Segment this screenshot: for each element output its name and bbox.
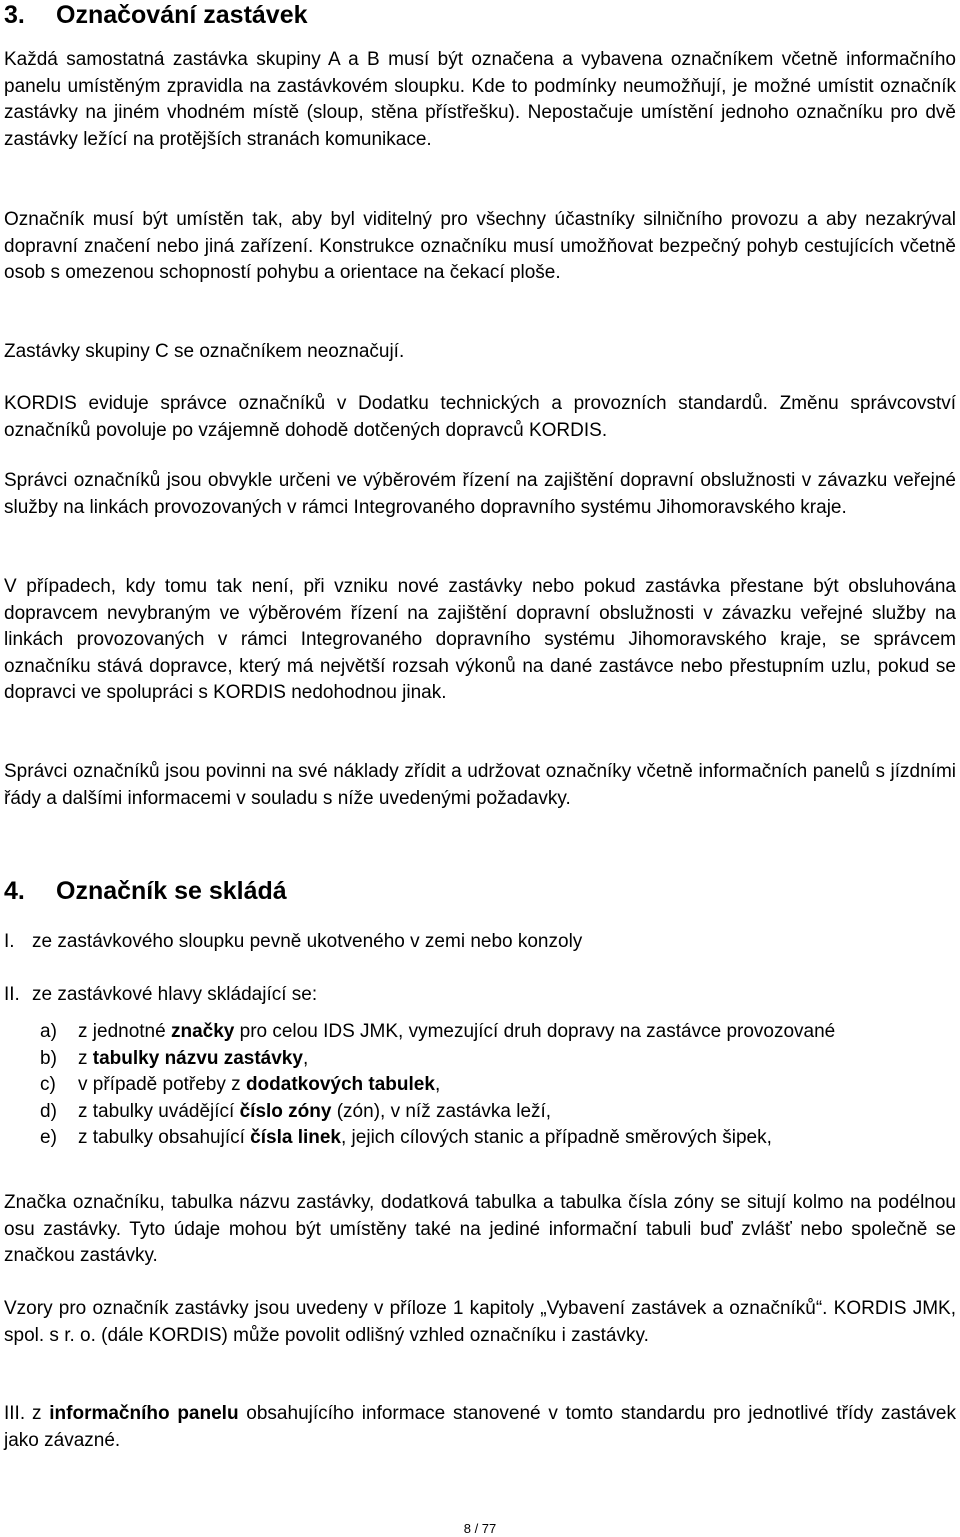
list-item-text: v případě potřeby z dodatkových tabulek, (78, 1074, 441, 1096)
list-item-text: z tabulky uvádějící číslo zóny (zón), v níž zastávka leží, (78, 1100, 552, 1122)
list-item-letter: c) (40, 1074, 56, 1096)
list-item-letter: e) (40, 1127, 57, 1149)
roman-item-3 (4, 1401, 956, 1454)
paragraph-vzory: Vzory pro označník zastávky jsou uvedeny v příloze 1 kapitoly „Vybavení zastávek a označníků“. KORDIS JMK, spol. s r. o. (dále KORDIS) může povolit odlišný vzhled označníku i zastávky. (4, 1298, 956, 1346)
paragraph-umisteni-oznacniku: Označník musí být umístěn tak, aby byl viditelný pro všechny účastníky silničního provozu a aby nezakrýval dopravní značení nebo jiná zařízení. Konstrukce označníku musí umožňovat bezpečný pohyb cestujících včetně osob s omezenou schopností pohybu a orientace na čekací ploše. (4, 209, 956, 284)
paragraph-kordis-eviduje: KORDIS eviduje správce označníků v Dodatku technických a provozních standardů. Změnu správcovství označníků povoluje po vzájemně dohodě dotčených dopravců KORDIS. (4, 393, 956, 441)
roman-item-1-text: ze zastávkového sloupku pevně ukotveného v zemi nebo konzoly (32, 931, 583, 952)
list-item (40, 1099, 956, 1126)
section-4-number: 4. (4, 877, 25, 905)
roman-item-2 (4, 982, 956, 1009)
paragraph-spravci-urceni: Správci označníků jsou obvykle určeni ve výběrovém řízení na zajištění dopravní obslužnosti v závazku veřejné služby na linkách provozovaných v rámci Integrovaného dopravního systému Jihomoravského kraje. (4, 470, 956, 518)
list-item (40, 1019, 956, 1046)
roman-numeral-1: I. (4, 931, 15, 952)
list-item-letter: b) (40, 1047, 57, 1069)
list-item (40, 1072, 956, 1099)
list-item (40, 1046, 956, 1073)
roman-item-3-post: obsahujícího informace stanovené v tomto standardu pro jednotlivé třídy zastávek jako závazné. (4, 1403, 956, 1451)
page-number: 8 / 77 (463, 1521, 497, 1536)
list-item-letter: a) (40, 1021, 57, 1042)
paragraph-skupina-c: Zastávky skupiny C se označníkem neoznačují. (4, 341, 405, 362)
roman-numeral-3: III. (4, 1403, 26, 1424)
list-item-text: z tabulky názvu zastávky, (78, 1047, 309, 1069)
list-item-letter: d) (40, 1100, 57, 1122)
section-3-title: Označování zastávek (56, 1, 308, 29)
paragraph-zastavka-oznaceni: Každá samostatná zastávka skupiny A a B musí být označena a vybavena označníkem včetně informačního panelu umístěným zpravidla na zastávkovém sloupku. Kde to podmínky neumožňují, je možné umístit označník zastávky na jiném vhodném místě (sloup, stěna přístřešku). Nepostačuje umístění jednoho označníku pro dvě zastávky ležící na protějších stranách komunikace. (4, 49, 956, 150)
paragraph-pripady: V případech, kdy tomu tak není, při vzniku nové zastávky nebo pokud zastávka přestane být obsluhována dopravcem nevybraným ve výběrovém řízení na zajištění dopravní obslužnosti v závazku veřejné služby na linkách provozovaných v rámci Integrovaného dopravního systému Jihomoravského kraje, se správcem označníku stává dopravce, který má největší rozsah výkonů na dané zastávce nebo přestupním uzlu, pokud se dopravci ve spolupráci s KORDIS nedohodnou jinak. (4, 576, 956, 704)
section-4-title: Označník se skládá (56, 877, 287, 905)
roman-numeral-2: II. (4, 984, 20, 1005)
section-3-heading (4, 0, 308, 30)
roman-item-2-text: ze zastávkové hlavy skládající se: (32, 984, 318, 1005)
list-item-text: z jednotné značky pro celou IDS JMK, vymezující druh dopravy na zastávce provozované (78, 1021, 836, 1042)
list-item (40, 1125, 956, 1152)
section-3-number: 3. (4, 1, 25, 29)
paragraph-znacka-oznacniku: Značka označníku, tabulka názvu zastávky, dodatková tabulka a tabulka čísla zóny se sitují kolmo na podélnou osu zastávky. Tyto údaje mohou být umístěny také na jediné informační tabuli buď zvlášť nebo společně se značkou zastávky. (4, 1192, 956, 1267)
roman-item-3-pre: z (32, 1403, 50, 1424)
paragraph-spravci-povinni: Správci označníků jsou povinni na své náklady zřídit a udržovat označníky včetně informačních panelů s jízdními řády a dalšími informacemi v souladu s níže uvedenými požadavky. (4, 761, 956, 809)
section-4-heading (4, 876, 287, 906)
list-item-text: z tabulky obsahující čísla linek, jejich cílových stanic a případně směrových šipek, (78, 1127, 772, 1149)
component-list (40, 1019, 956, 1152)
roman-item-3-bold: informačního panelu (49, 1403, 239, 1424)
roman-item-1 (4, 929, 956, 956)
